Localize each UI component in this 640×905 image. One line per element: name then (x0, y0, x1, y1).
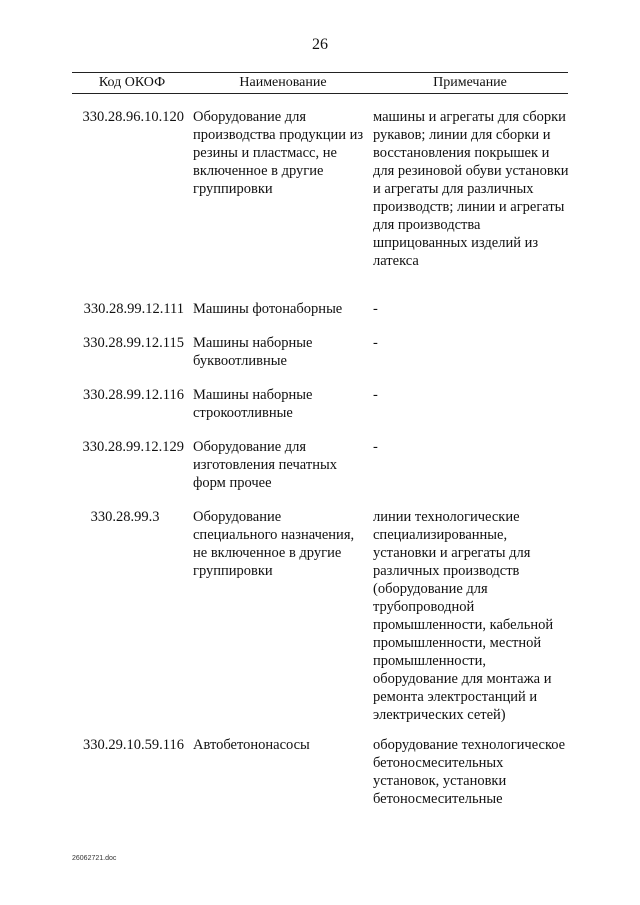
item-name: Оборудование для производства продукции из резины и пластмасс, не включенное в другие группировки (193, 109, 364, 197)
item-note: - (373, 301, 378, 317)
item-name: Машины наборные буквоотливные (193, 335, 313, 369)
okof-code: 330.28.99.12.129 (82, 439, 184, 455)
document-filename: 26062721.doc (72, 855, 117, 862)
item-name: Машины фотонаборные (193, 301, 343, 317)
okof-code: 330.29.10.59.116 (83, 737, 184, 753)
header-note: Примечание (433, 75, 507, 90)
item-name: Оборудование для изготовления печатных форм прочее (193, 439, 337, 491)
item-name: Оборудование специального назначения, не включенное в другие группировки (193, 509, 355, 579)
item-note: - (373, 387, 378, 403)
item-note: оборудование технологическое бетоносмесительных установок, установки бетоносмесительные (373, 737, 566, 807)
okof-code: 330.28.99.12.115 (83, 335, 184, 351)
okof-code: 330.28.96.10.120 (82, 109, 184, 125)
page-number: 26 (312, 36, 328, 53)
table-header (72, 72, 568, 94)
okof-code: 330.28.99.12.116 (83, 387, 184, 403)
item-note: - (373, 335, 378, 351)
item-note: - (373, 439, 378, 455)
okof-code: 330.28.99.3 (90, 509, 160, 525)
item-name: Машины наборные строкоотливные (193, 387, 313, 421)
header-name: Наименование (239, 75, 327, 90)
item-note: машины и агрегаты для сборки рукавов; линии для сборки и восстановления покрышек и для резиновой обуви установки и агрегаты для различных производств; линии и агрегаты для производства шприцованных изделий из латекса (373, 109, 569, 269)
item-name: Автобетононасосы (193, 737, 310, 753)
item-note: линии технологические специализированные, установки и агрегаты для различных производств (оборудование для трубопроводной промышленности, кабельной промышленности, местной промышленности, оборудование для монтажа и ремонта электростанций и электрических сетей) (373, 509, 554, 723)
okof-code: 330.28.99.12.111 (83, 301, 184, 317)
header-code: Код ОКОФ (98, 75, 166, 90)
